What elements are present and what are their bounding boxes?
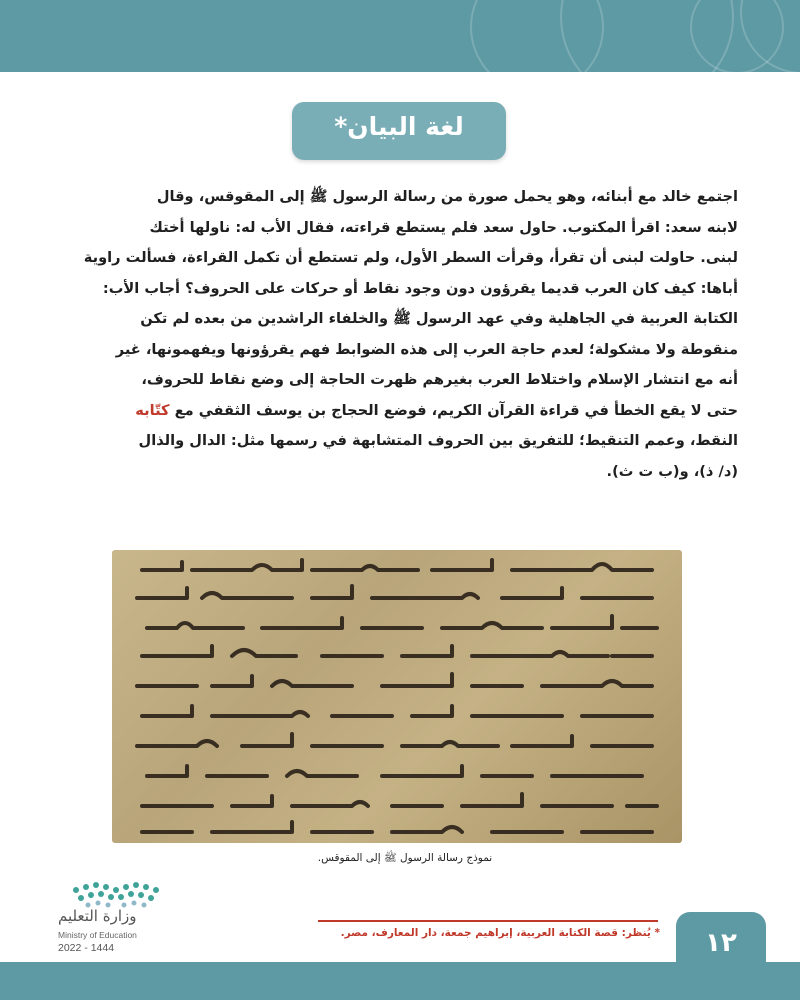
body-line-3: لبنى. حاولت لبنى أن تقرأ، وقرأت السطر الأول، ولم تستطع أن تكمل القراءة، فسألت راوية [83, 249, 738, 266]
body-line-7: أنه مع انتشار الإسلام واختلاط العرب بغيرهم ظهرت الحاجة إلى وضع نقاط للحروف، [141, 371, 738, 388]
body-line-6: منقوطة ولا مشكولة؛ لعدم حاجة العرب إلى هذه الضوابط فهم يقرؤونها ويفهمونها، غير [115, 340, 738, 358]
highlighted-word: كتّابه [135, 401, 170, 419]
body-line-2: لابنه سعد: اقرأ المكتوب. حاول سعد فلم يستطع قراءته، فقال الأب له: ناولها أختك [149, 218, 738, 236]
figure-caption: نموذج رسالة الرسول ﷺ إلى المقوقس. [317, 852, 493, 864]
ministry-name-english: Ministry of Education [58, 930, 137, 940]
footnote-divider [318, 920, 658, 922]
lesson-body-text [66, 182, 738, 487]
manuscript-script-strokes [112, 550, 682, 843]
lesson-title: لغة البيان* [334, 112, 464, 141]
body-line-9: النقط، وعمم التنقيط؛ للتفريق بين الحروف المتشابهة في رسمها مثل: الدال والذال [138, 432, 738, 449]
body-line-5: الكتابة العربية في الجاهلية وفي عهد الرسول ﷺ والخلفاء الراشدين من بعده لم تكن [140, 310, 738, 327]
edition-year: 2022 - 1444 [58, 942, 115, 954]
footnote-reference: * يُنظر: قصة الكتابة العربية، إبراهيم جمعة، دار المعارف، مصر. [340, 927, 660, 939]
body-line-1: اجتمع خالد مع أبنائه، وهو يحمل صورة من رسالة الرسول ﷺ إلى المقوقس، وقال [156, 188, 738, 205]
body-line-10: (د/ ذ)، و(ب ت ث). [606, 462, 738, 480]
body-line-4: أباها: كيف كان العرب قديما يقرؤون دون وجود نقاط أو حركات على الحروف؟ أجاب الأب: [102, 279, 738, 297]
lesson-title-box [292, 102, 506, 160]
ministry-name-arabic: وزارة التعليم [58, 907, 137, 925]
body-line-8-text: حتى لا يقع الخطأ في قراءة القرآن الكريم، فوضع الحجاج بن يوسف الثقفي مع [174, 401, 738, 419]
body-line-8 [66, 396, 738, 427]
page-number: ١٢ [705, 928, 737, 958]
manuscript-image [112, 550, 682, 843]
top-decorative-band [0, 0, 800, 72]
